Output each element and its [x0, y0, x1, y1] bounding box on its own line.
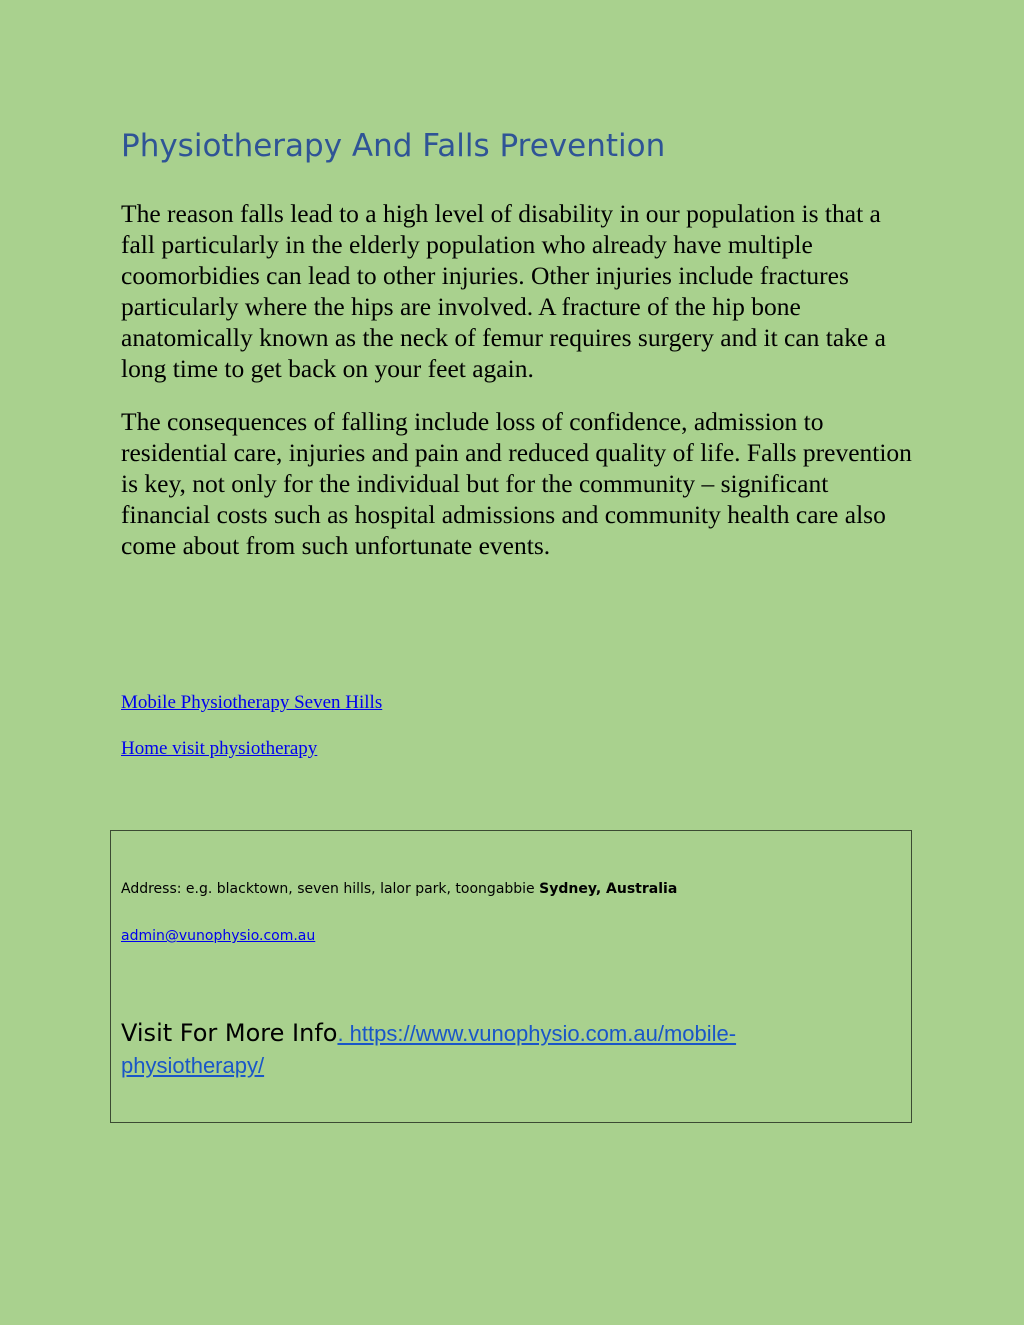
address-text: Address: e.g. blacktown, seven hills, lalor park, toongabbie [121, 881, 540, 897]
link-mobile-physiotherapy-seven-hills[interactable]: Mobile Physiotherapy Seven Hills [121, 692, 383, 713]
email-link[interactable]: admin@vunophysio.com.au [121, 928, 316, 944]
visit-label: Visit For More Info [121, 1019, 338, 1047]
paragraph-falls-consequences: The consequences of falling include loss of confidence, admission to residential care, injuries and pain and reduced quality of life. Falls prevention is key, not only for the individual but for the community – significant financial costs such as hospital admissions and community health care also come about from such unfortunate events. [121, 407, 912, 560]
website-link[interactable]: . https://www.vunophysio.com.au/mobile-physiotherapy/ [121, 1021, 737, 1078]
visit-info-line [121, 1017, 841, 1082]
link-home-visit-physiotherapy[interactable]: Home visit physiotherapy [121, 738, 318, 759]
paragraph-falls-disability: The reason falls lead to a high level of disability in our population is that a fall particularly in the elderly population who already have multiple coomorbidies can lead to other injuries. Other injuries include fractures particularly where the hips are involved. A fracture of the hip bone anatomically known as the neck of femur requires surgery and it can take a long time to get back on your feet again. [121, 199, 886, 383]
contact-info-box [110, 830, 912, 1123]
address-line [121, 879, 677, 899]
page-title: Physiotherapy And Falls Prevention [121, 128, 666, 164]
address-city: Sydney, Australia [539, 881, 678, 897]
